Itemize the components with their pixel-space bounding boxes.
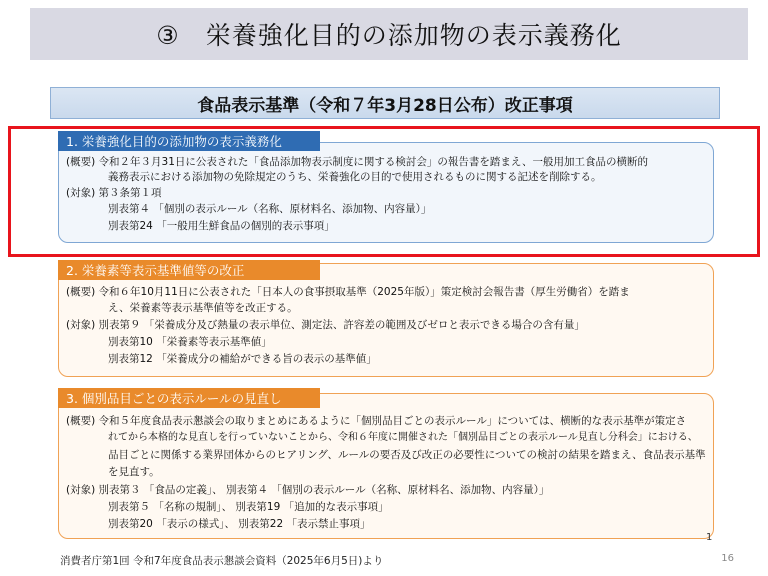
subtitle-bar bbox=[50, 87, 720, 119]
section-2-line: (対象) 別表第９ 「栄養成分及び熱量の表示単位、測定法、許容差の範囲及びゼロと表示できる場合の含有量」 bbox=[66, 319, 585, 331]
source-note: 消費者庁第1回 令和7年度食品表示懇談会資料（2025年6月5日)より bbox=[60, 555, 384, 567]
highlight-frame bbox=[8, 126, 760, 257]
section-3-header: 3. 個別品目ごとの表示ルールの見直し bbox=[58, 388, 320, 408]
slide-title-bar bbox=[30, 8, 748, 60]
section-1-line: 別表第24 「一般用生鮮食品の個別的表示事項」 bbox=[108, 220, 335, 232]
footnote-mark: 1 bbox=[706, 532, 713, 543]
section-2-header: 2. 栄養素等表示基準値等の改正 bbox=[58, 260, 320, 280]
section-1-line: (概要) 令和２年３月31日に公表された「食品添加物表示制度に関する検討会」の報告書を踏まえ、一般用加工食品の横断的 bbox=[66, 156, 649, 168]
page-number: 16 bbox=[721, 553, 734, 564]
section-1-line: 義務表示における添加物の免除規定のうち、栄養強化の目的で使用されるものに関する記述を削除する。 bbox=[108, 171, 602, 183]
section-3-line: (概要) 令和５年度食品表示懇談会の取りまとめにあるように「個別品目ごとの表示ルール」については、横断的な表示基準が策定さ bbox=[66, 415, 687, 427]
section-3-line: 別表第20 「表示の様式」、 別表第22 「表示禁止事項」 bbox=[108, 518, 371, 530]
section-3-line: れてから本格的な見直しを行っていないことから、令和６年度に開催された「個別品目ごとの表示ルール見直し分科会」における、 bbox=[108, 432, 698, 443]
section-3-line: 品目ごとに関係する業界団体からのヒアリング、ルールの要否及び改正の必要性についての検討の結果を踏まえ、食品表示基準 bbox=[108, 449, 706, 461]
section-2-line: 別表第12 「栄養成分の補給ができる旨の表示の基準値」 bbox=[108, 353, 377, 365]
section-3-line: (対象) 別表第３ 「食品の定義」、 別表第４ 「個別の表示ルール（名称、原材料名、添加物、内容量）」 bbox=[66, 484, 550, 496]
section-2-line: (概要) 令和６年10月11日に公表された「日本人の食事摂取基準（2025年版）」策定検討会報告書（厚生労働省）を踏ま bbox=[66, 286, 630, 298]
section-1-line: (対象) 第３条第１項 bbox=[66, 187, 162, 199]
section-1-header: 1. 栄養強化目的の添加物の表示義務化 bbox=[58, 131, 320, 151]
section-2-line: 別表第10 「栄養素等表示基準値」 bbox=[108, 336, 272, 348]
section-3-line: 別表第５ 「名称の規制」、 別表第19 「追加的な表示事項」 bbox=[108, 501, 389, 513]
slide-title: ③ 栄養強化目的の添加物の表示義務化 bbox=[156, 21, 622, 50]
section-2-line: え、栄養素等表示基準値等を改正する。 bbox=[108, 302, 298, 314]
subtitle: 食品表示基準（令和７年3月28日公布）改正事項 bbox=[197, 95, 573, 116]
section-3-line: を見直す。 bbox=[108, 466, 160, 478]
section-1-line: 別表第４ 「個別の表示ルール（名称、原材料名、添加物、内容量）」 bbox=[108, 203, 432, 215]
